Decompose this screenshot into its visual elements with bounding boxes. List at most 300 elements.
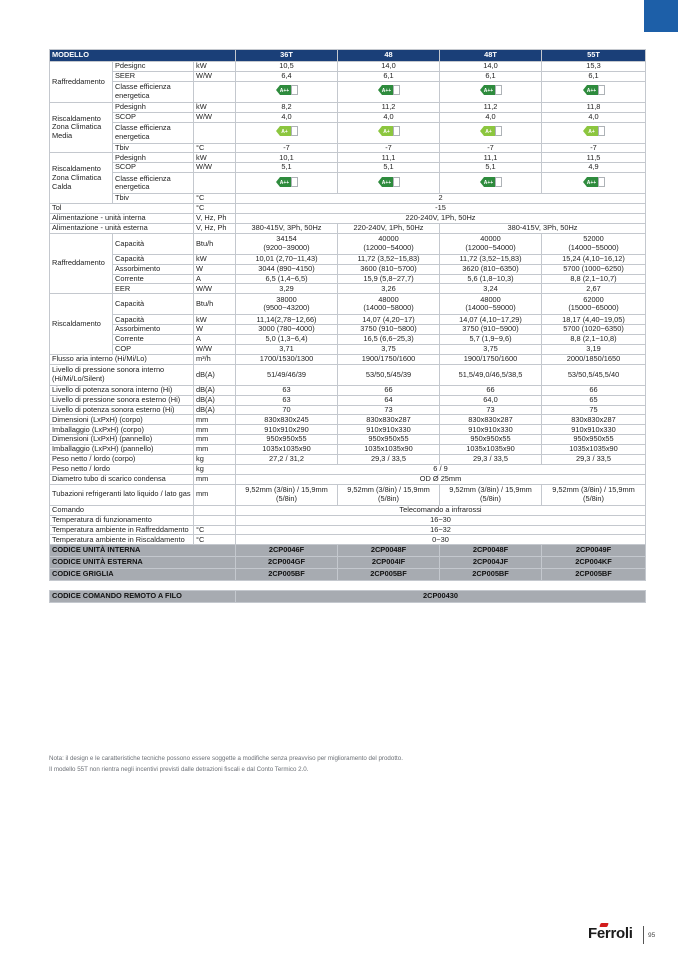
table-row bbox=[50, 515, 646, 525]
value-cell: 830x830x245 bbox=[236, 415, 338, 425]
table-row bbox=[50, 223, 646, 233]
value-cell: 53/50,5/45/39 bbox=[338, 364, 440, 385]
value-cell: 6,1 bbox=[440, 71, 542, 81]
value-cell: 11,5 bbox=[542, 153, 646, 163]
value-cell: 75 bbox=[542, 405, 646, 415]
value-line: (14000~59000) bbox=[465, 303, 516, 313]
value-cell: 10,1 bbox=[236, 153, 338, 163]
code-cell: 2CP0048F bbox=[338, 545, 440, 557]
unit-cell: W/W bbox=[194, 163, 236, 173]
row-label: Peso netto / lordo (corpo) bbox=[50, 455, 194, 465]
svg-text:A++: A++ bbox=[586, 179, 596, 186]
value-cell: 380-415V, 3Ph, 50Hz bbox=[236, 223, 338, 233]
page-number: 95 bbox=[648, 932, 656, 939]
value-cell: 4,0 bbox=[542, 112, 646, 122]
value-cell bbox=[542, 173, 646, 194]
value-cell: 14,07 (4,10~17,29) bbox=[440, 315, 542, 325]
value-line: (14000~55000) bbox=[568, 242, 619, 252]
value-cell: 830x830x287 bbox=[542, 415, 646, 425]
row-label: Capacità bbox=[113, 254, 194, 264]
value-cell: 11,1 bbox=[440, 153, 542, 163]
value-cell: -7 bbox=[236, 143, 338, 153]
table-row bbox=[50, 395, 646, 405]
value-cell: 70 bbox=[236, 405, 338, 415]
value-line: (5/8in) bbox=[276, 493, 297, 503]
unit-cell: mm bbox=[194, 425, 236, 435]
unit-cell: °C bbox=[194, 143, 236, 153]
value-cell bbox=[236, 81, 338, 102]
unit-cell: A bbox=[194, 274, 236, 284]
value-cell: 3000 (780~4000) bbox=[236, 325, 338, 335]
unit-cell: dB(A) bbox=[194, 395, 236, 405]
unit-cell: mm bbox=[194, 474, 236, 484]
corner-tab bbox=[644, 0, 678, 32]
value-cell: 11,2 bbox=[338, 102, 440, 112]
unit-cell: kg bbox=[194, 455, 236, 465]
value-cell: 2000/1850/1650 bbox=[542, 354, 646, 364]
code-cell: 2CP004IF bbox=[338, 557, 440, 569]
value-line: 34154 bbox=[276, 234, 297, 244]
table-row bbox=[50, 173, 646, 194]
row-label: Temperatura di funzionamento bbox=[50, 515, 194, 525]
value-cell: 1035x1035x90 bbox=[542, 445, 646, 455]
footnote: Il modello 55T non rientra negli incentivi previsti dalle detrazioni fiscali e dal Conto Termico 2.0. bbox=[49, 765, 309, 773]
table-row bbox=[50, 194, 646, 204]
table-row bbox=[50, 102, 646, 112]
row-label: Livello di potenza sonora esterno (Hi) bbox=[50, 405, 194, 415]
table-row bbox=[50, 425, 646, 435]
code-cell: 2CP0049F bbox=[542, 545, 646, 557]
code-row-remote bbox=[50, 591, 646, 603]
value-cell: 3750 (910~5900) bbox=[440, 325, 542, 335]
value-line: (5/8in) bbox=[480, 493, 501, 503]
unit-cell: mm bbox=[194, 484, 236, 505]
unit-cell: °C bbox=[194, 204, 236, 214]
value-cell: 0~30 bbox=[236, 535, 646, 545]
value-cell: 5,1 bbox=[338, 163, 440, 173]
row-label: Pdesignc bbox=[113, 62, 194, 72]
energy-label-icon bbox=[480, 126, 502, 139]
value-cell: 65 bbox=[542, 395, 646, 405]
model-header: 48T bbox=[440, 50, 542, 62]
value-cell: 73 bbox=[338, 405, 440, 415]
svg-text:A+: A+ bbox=[587, 129, 595, 136]
value-cell: 5700 (1020~6350) bbox=[542, 325, 646, 335]
value-cell: 4,0 bbox=[236, 112, 338, 122]
row-label: Capacità bbox=[113, 294, 194, 315]
unit-cell: Btu/h bbox=[194, 294, 236, 315]
row-label: Dimensioni (LxPxH) (corpo) bbox=[50, 415, 194, 425]
value-cell: 5,7 (1,9~9,6) bbox=[440, 335, 542, 345]
table-row bbox=[50, 445, 646, 455]
value-cell: 3,26 bbox=[338, 284, 440, 294]
value-cell: 3,24 bbox=[440, 284, 542, 294]
value-cell: 1035x1035x90 bbox=[440, 445, 542, 455]
section-label: Riscaldamento Zona Climatica Media bbox=[50, 102, 113, 153]
energy-label-icon bbox=[480, 177, 502, 190]
energy-label-icon bbox=[276, 177, 298, 190]
row-label: Temperatura ambiente in Raffreddamento bbox=[50, 525, 194, 535]
table-row bbox=[50, 284, 646, 294]
value-line: (9200~39000) bbox=[263, 242, 310, 252]
code-label: CODICE UNITÀ INTERNA bbox=[50, 545, 236, 557]
value-cell: 1900/1750/1600 bbox=[338, 354, 440, 364]
svg-text:A++: A++ bbox=[483, 88, 493, 95]
value-cell bbox=[338, 81, 440, 102]
code-cell: 2CP0048F bbox=[440, 545, 542, 557]
value-line: (9500~43200) bbox=[263, 303, 310, 313]
value-cell: 64 bbox=[338, 395, 440, 405]
row-label: Tbiv bbox=[113, 194, 194, 204]
row-label: Comando bbox=[50, 505, 194, 515]
value-cell: 3,75 bbox=[440, 345, 542, 355]
value-cell: 11,14(2,78~12,66) bbox=[236, 315, 338, 325]
row-label: Classe efficienza energetica bbox=[113, 122, 194, 143]
value-cell: 14,0 bbox=[338, 62, 440, 72]
row-label: Flusso aria interno (Hi/Mi/Lo) bbox=[50, 354, 194, 364]
value-cell bbox=[542, 294, 646, 315]
value-cell: 5,1 bbox=[440, 163, 542, 173]
value-cell: 910x910x330 bbox=[440, 425, 542, 435]
row-label: Assorbimento bbox=[113, 264, 194, 274]
value-cell: 6 / 9 bbox=[236, 464, 646, 474]
value-cell: 220-240V, 1Ph, 50Hz bbox=[338, 223, 440, 233]
code-cell: 2CP005BF bbox=[440, 569, 542, 581]
row-label: Capacità bbox=[113, 233, 194, 254]
value-cell: 16,5 (6,6~25,3) bbox=[338, 335, 440, 345]
spec-table bbox=[49, 49, 646, 603]
brand-logo: Ferroli bbox=[588, 925, 633, 942]
value-cell: 1900/1750/1600 bbox=[440, 354, 542, 364]
value-cell: 1035x1035x90 bbox=[338, 445, 440, 455]
value-cell: 29,3 / 33,5 bbox=[338, 455, 440, 465]
table-row bbox=[50, 335, 646, 345]
value-cell: 27,2 / 31,2 bbox=[236, 455, 338, 465]
row-label: Tubazioni refrigeranti lato liquido / lato gas bbox=[50, 484, 194, 505]
value-cell: -7 bbox=[542, 143, 646, 153]
value-line: (5/8in) bbox=[583, 493, 604, 503]
value-cell bbox=[440, 233, 542, 254]
unit-cell: W bbox=[194, 264, 236, 274]
value-line: 9,52mm (3/8in) / 15,9mm bbox=[449, 485, 532, 495]
table-row bbox=[50, 163, 646, 173]
row-label: SCOP bbox=[113, 163, 194, 173]
energy-label-icon bbox=[583, 85, 605, 98]
value-cell: 6,1 bbox=[542, 71, 646, 81]
row-label: Peso netto / lordo bbox=[50, 464, 194, 474]
unit-cell: kW bbox=[194, 153, 236, 163]
energy-label-icon bbox=[480, 85, 502, 98]
table-row bbox=[50, 364, 646, 385]
value-cell: OD Ø 25mm bbox=[236, 474, 646, 484]
unit-cell: °C bbox=[194, 535, 236, 545]
value-cell: 15,9 (5,8~27,7) bbox=[338, 274, 440, 284]
unit-cell: mm bbox=[194, 435, 236, 445]
value-cell: 4,0 bbox=[338, 112, 440, 122]
unit-cell: kW bbox=[194, 315, 236, 325]
svg-text:A+: A+ bbox=[382, 129, 390, 136]
value-cell: 4,9 bbox=[542, 163, 646, 173]
section-label: Raffreddamento bbox=[50, 62, 113, 103]
row-label: Pdesignh bbox=[113, 102, 194, 112]
section-label: Riscaldamento Zona Climatica Calda bbox=[50, 153, 113, 204]
table-row bbox=[50, 415, 646, 425]
svg-text:A+: A+ bbox=[484, 129, 492, 136]
value-cell: 830x830x287 bbox=[440, 415, 542, 425]
row-label: Pdesignh bbox=[113, 153, 194, 163]
spec-table-wrap bbox=[49, 49, 645, 603]
unit-cell bbox=[194, 505, 236, 515]
value-line: 40000 bbox=[480, 234, 501, 244]
value-cell: 950x950x55 bbox=[236, 435, 338, 445]
table-row bbox=[50, 264, 646, 274]
row-label: SCOP bbox=[113, 112, 194, 122]
value-cell bbox=[542, 81, 646, 102]
model-header: 36T bbox=[236, 50, 338, 62]
value-cell bbox=[236, 122, 338, 143]
table-row bbox=[50, 505, 646, 515]
value-cell: 18,17 (4,40~19,05) bbox=[542, 315, 646, 325]
value-cell: 950x950x55 bbox=[338, 435, 440, 445]
value-cell bbox=[440, 294, 542, 315]
row-label: Tol bbox=[50, 204, 194, 214]
value-cell: 950x950x55 bbox=[440, 435, 542, 445]
unit-cell: kg bbox=[194, 464, 236, 474]
footer-divider bbox=[643, 926, 644, 944]
table-row bbox=[50, 315, 646, 325]
value-cell: 1035x1035x90 bbox=[236, 445, 338, 455]
unit-cell: kW bbox=[194, 102, 236, 112]
model-header: 55T bbox=[542, 50, 646, 62]
value-line: 62000 bbox=[583, 294, 604, 304]
value-cell: 73 bbox=[440, 405, 542, 415]
value-cell: 8,2 bbox=[236, 102, 338, 112]
value-cell: -7 bbox=[440, 143, 542, 153]
row-label: Imballaggio (LxPxH) (corpo) bbox=[50, 425, 194, 435]
table-row bbox=[50, 345, 646, 355]
value-cell: 8,8 (2,1~10,7) bbox=[542, 274, 646, 284]
section-label: Riscaldamento bbox=[50, 294, 113, 355]
svg-text:A++: A++ bbox=[279, 88, 289, 95]
value-cell: 5,1 bbox=[236, 163, 338, 173]
unit-cell bbox=[194, 173, 236, 194]
unit-cell: °C bbox=[194, 525, 236, 535]
row-label: COP bbox=[113, 345, 194, 355]
table-row bbox=[50, 464, 646, 474]
unit-cell: kW bbox=[194, 62, 236, 72]
model-header: 48 bbox=[338, 50, 440, 62]
unit-cell: kW bbox=[194, 254, 236, 264]
value-cell: 66 bbox=[542, 385, 646, 395]
value-cell: 5,0 (1,3~6,4) bbox=[236, 335, 338, 345]
code-cell: 2CP005BF bbox=[236, 569, 338, 581]
table-row bbox=[50, 233, 646, 254]
row-label: Livello di potenza sonora interno (Hi) bbox=[50, 385, 194, 395]
unit-cell: V, Hz, Ph bbox=[194, 223, 236, 233]
value-cell bbox=[236, 233, 338, 254]
value-cell: 950x950x55 bbox=[542, 435, 646, 445]
value-cell: 3750 (910~5800) bbox=[338, 325, 440, 335]
value-cell: 11,72 (3,52~15,83) bbox=[338, 254, 440, 264]
table-row bbox=[50, 81, 646, 102]
code-cell: 2CP00430 bbox=[236, 591, 646, 603]
value-line: 48000 bbox=[378, 294, 399, 304]
header-label: MODELLO bbox=[50, 50, 236, 62]
table-row bbox=[50, 122, 646, 143]
table-header-row bbox=[50, 50, 646, 62]
value-cell: 15,24 (4,10~16,12) bbox=[542, 254, 646, 264]
value-cell bbox=[236, 173, 338, 194]
value-line: (15000~65000) bbox=[568, 303, 619, 313]
table-row bbox=[50, 214, 646, 224]
value-cell: 2 bbox=[236, 194, 646, 204]
value-cell: 8,8 (2,1~10,8) bbox=[542, 335, 646, 345]
unit-cell: W bbox=[194, 325, 236, 335]
energy-label-icon bbox=[276, 126, 298, 139]
row-label: Temperatura ambiente in Riscaldamento bbox=[50, 535, 194, 545]
code-cell: 2CP004GF bbox=[236, 557, 338, 569]
code-cell: 2CP004KF bbox=[542, 557, 646, 569]
svg-text:A++: A++ bbox=[381, 179, 391, 186]
value-cell: 910x910x330 bbox=[542, 425, 646, 435]
code-row-grille bbox=[50, 569, 646, 581]
unit-cell: °C bbox=[194, 194, 236, 204]
table-row bbox=[50, 455, 646, 465]
value-cell bbox=[338, 484, 440, 505]
table-row bbox=[50, 143, 646, 153]
value-cell: 3620 (810~6350) bbox=[440, 264, 542, 274]
value-cell bbox=[338, 294, 440, 315]
unit-cell: m³/h bbox=[194, 354, 236, 364]
value-line: (12000~54000) bbox=[465, 242, 516, 252]
value-cell bbox=[542, 484, 646, 505]
value-cell: 5,6 (1,8~10,3) bbox=[440, 274, 542, 284]
value-cell: 51,5/49,0/46,5/38,5 bbox=[440, 364, 542, 385]
value-cell: 6,1 bbox=[338, 71, 440, 81]
value-cell: 14,07 (4,20~17) bbox=[338, 315, 440, 325]
code-cell: 2CP005BF bbox=[542, 569, 646, 581]
energy-label-icon bbox=[378, 177, 400, 190]
value-cell: 220-240V, 1Ph, 50Hz bbox=[236, 214, 646, 224]
value-cell: 3,75 bbox=[338, 345, 440, 355]
value-cell: 11,72 (3,52~15,83) bbox=[440, 254, 542, 264]
unit-cell: W/W bbox=[194, 284, 236, 294]
value-cell bbox=[542, 122, 646, 143]
row-label: Livello di pressione sonora esterno (Hi) bbox=[50, 395, 194, 405]
unit-cell: Btu/h bbox=[194, 233, 236, 254]
value-cell: -15 bbox=[236, 204, 646, 214]
unit-cell: mm bbox=[194, 445, 236, 455]
value-cell: 4,0 bbox=[440, 112, 542, 122]
value-cell bbox=[542, 233, 646, 254]
value-cell: 16~30 bbox=[236, 515, 646, 525]
table-row bbox=[50, 525, 646, 535]
value-cell bbox=[440, 484, 542, 505]
svg-text:A++: A++ bbox=[586, 88, 596, 95]
code-label: CODICE GRIGLIA bbox=[50, 569, 236, 581]
unit-cell: dB(A) bbox=[194, 364, 236, 385]
value-cell: 29,3 / 33,5 bbox=[542, 455, 646, 465]
value-cell: 66 bbox=[338, 385, 440, 395]
table-row bbox=[50, 204, 646, 214]
table-row bbox=[50, 535, 646, 545]
table-row bbox=[50, 62, 646, 72]
row-label: Corrente bbox=[113, 335, 194, 345]
table-row bbox=[50, 254, 646, 264]
energy-label-icon bbox=[583, 177, 605, 190]
table-row bbox=[50, 112, 646, 122]
svg-text:A++: A++ bbox=[279, 179, 289, 186]
value-line: 48000 bbox=[480, 294, 501, 304]
value-line: 9,52mm (3/8in) / 15,9mm bbox=[552, 485, 635, 495]
value-cell: 3044 (890~4150) bbox=[236, 264, 338, 274]
svg-text:A+: A+ bbox=[280, 129, 288, 136]
row-label: Classe efficienza energetica bbox=[113, 173, 194, 194]
value-cell bbox=[440, 81, 542, 102]
table-row bbox=[50, 294, 646, 315]
spacer-row bbox=[50, 581, 646, 591]
value-line: 9,52mm (3/8in) / 15,9mm bbox=[347, 485, 430, 495]
value-cell: 11,8 bbox=[542, 102, 646, 112]
energy-label-icon bbox=[276, 85, 298, 98]
value-cell: 51/49/46/39 bbox=[236, 364, 338, 385]
table-row bbox=[50, 405, 646, 415]
row-label: Livello di pressione sonora interno (Hi/Mi/Lo/Silent) bbox=[50, 364, 194, 385]
value-cell: 910x910x330 bbox=[338, 425, 440, 435]
value-cell: 3,71 bbox=[236, 345, 338, 355]
value-line: (12000~54000) bbox=[363, 242, 414, 252]
svg-text:A++: A++ bbox=[483, 179, 493, 186]
row-label: Diametro tubo di scarico condensa bbox=[50, 474, 194, 484]
row-label: Capacità bbox=[113, 315, 194, 325]
table-row bbox=[50, 484, 646, 505]
value-cell: 16~32 bbox=[236, 525, 646, 535]
energy-label-icon bbox=[583, 126, 605, 139]
value-cell: 10,01 (2,70~11,43) bbox=[236, 254, 338, 264]
value-cell: 380-415V, 3Ph, 50Hz bbox=[440, 223, 646, 233]
value-cell bbox=[338, 122, 440, 143]
value-cell: 5700 (1000~6250) bbox=[542, 264, 646, 274]
unit-cell: dB(A) bbox=[194, 385, 236, 395]
value-cell: -7 bbox=[338, 143, 440, 153]
value-cell bbox=[338, 233, 440, 254]
row-label: Alimentazione - unità esterna bbox=[50, 223, 194, 233]
value-cell: 6,4 bbox=[236, 71, 338, 81]
table-row bbox=[50, 474, 646, 484]
value-cell: 830x830x287 bbox=[338, 415, 440, 425]
value-cell: 66 bbox=[440, 385, 542, 395]
value-cell: 14,0 bbox=[440, 62, 542, 72]
value-line: 52000 bbox=[583, 234, 604, 244]
table-row bbox=[50, 385, 646, 395]
unit-cell: A bbox=[194, 335, 236, 345]
footnotes bbox=[49, 754, 609, 775]
section-label: Raffreddamento bbox=[50, 233, 113, 294]
energy-label-icon bbox=[378, 126, 400, 139]
unit-cell: W/W bbox=[194, 345, 236, 355]
value-line: 38000 bbox=[276, 294, 297, 304]
unit-cell: V, Hz, Ph bbox=[194, 214, 236, 224]
value-cell: 11,2 bbox=[440, 102, 542, 112]
table-row bbox=[50, 274, 646, 284]
value-cell: 63 bbox=[236, 385, 338, 395]
value-cell: 10,5 bbox=[236, 62, 338, 72]
value-cell bbox=[236, 294, 338, 315]
value-line: 9,52mm (3/8in) / 15,9mm bbox=[245, 485, 328, 495]
unit-cell bbox=[194, 81, 236, 102]
unit-cell: dB(A) bbox=[194, 405, 236, 415]
unit-cell bbox=[194, 515, 236, 525]
